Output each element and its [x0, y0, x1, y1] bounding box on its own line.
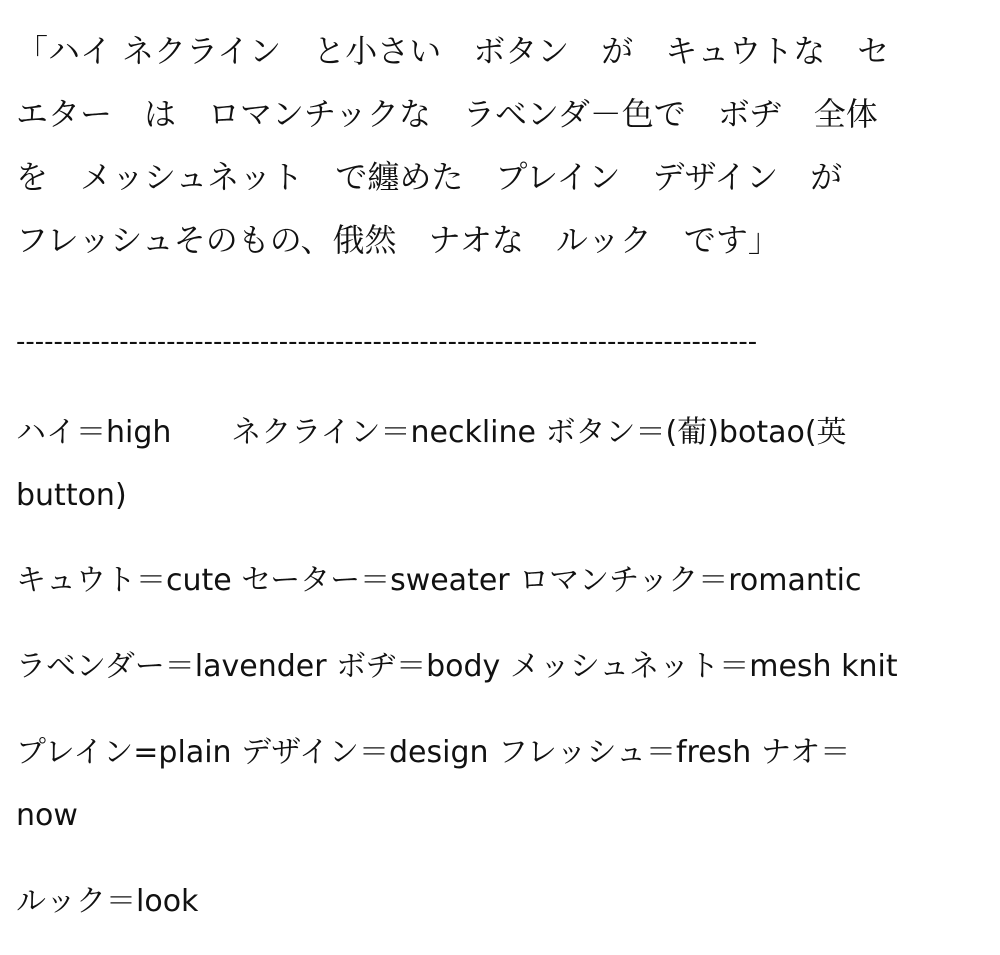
glossary-line: ルック＝look [16, 884, 199, 919]
glossary-line: ラベンダー＝lavender ボヂ＝body メッシュネット＝mesh knit [16, 649, 898, 684]
japanese-quote-paragraph [16, 20, 991, 272]
quote-line: を メッシュネット で纏めた プレイン デザイン が [16, 158, 843, 196]
glossary-line: ハイ＝high ネクライン＝neckline ボタン＝(葡)botao(英 [16, 415, 847, 450]
glossary-line: キュウト＝cute セーター＝sweater ロマンチック＝romantic [16, 563, 862, 598]
dashed-divider: ------------------------------------------------------------------------------- [16, 327, 758, 357]
quote-line: 「ハイ ネクライン と小さい ボタン が キュウトな セ [16, 32, 890, 70]
glossary-line: button) [16, 478, 127, 513]
glossary-line: now [16, 798, 78, 833]
glossary-line: プレイン=plain デザイン＝design フレッシュ＝fresh ナオ＝ [16, 735, 851, 770]
quote-line: エター は ロマンチックな ラベンダ－色で ボヂ 全体 [16, 95, 878, 133]
quote-line: フレッシュそのもの、俄然 ナオな ルック です」 [16, 221, 780, 259]
